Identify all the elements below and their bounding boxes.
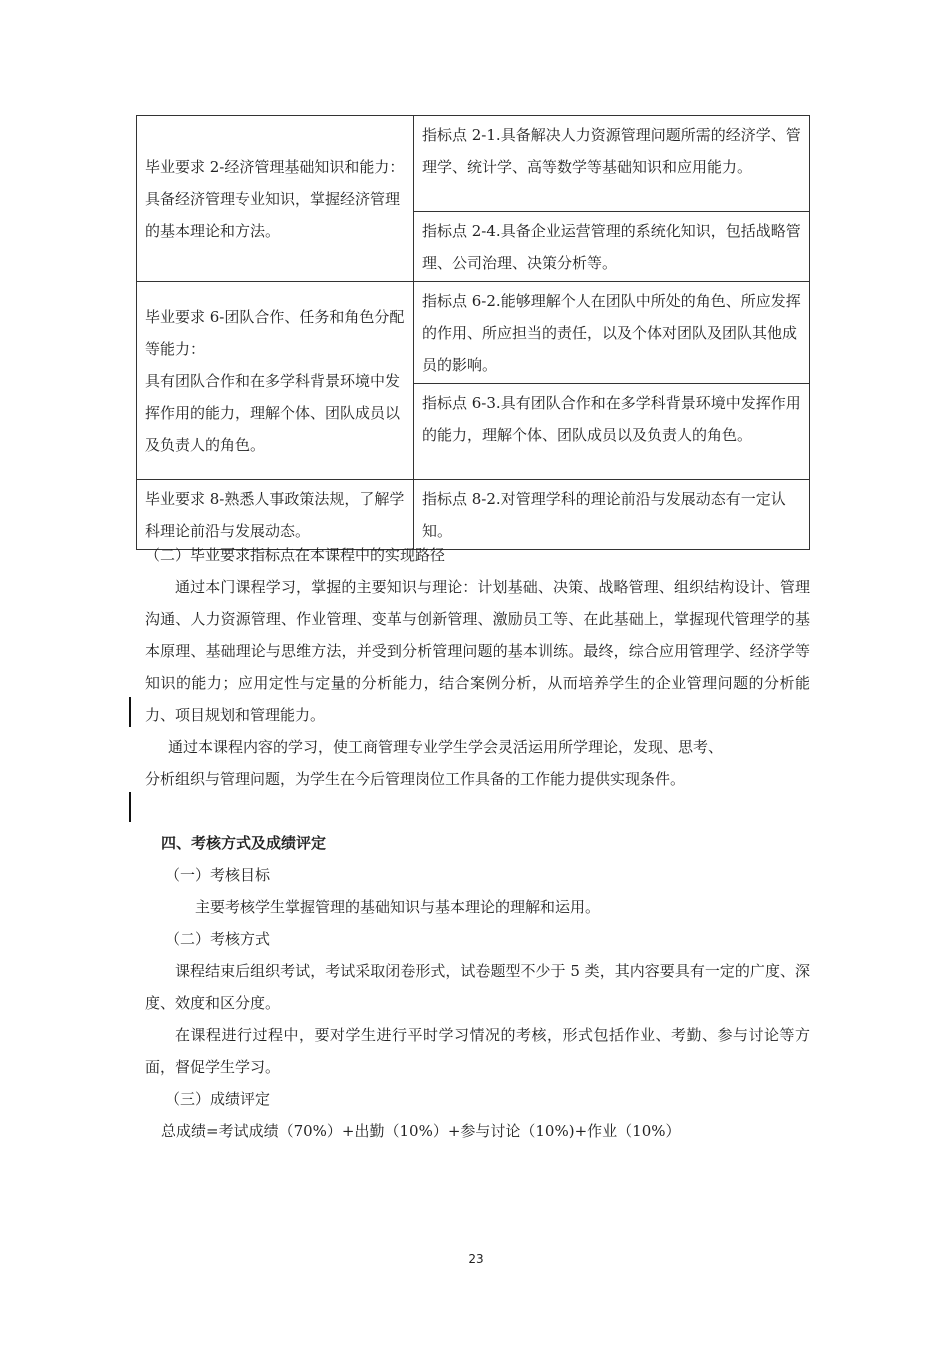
requirement-6-title: 毕业要求 6-团队合作、任务和角色分配等能力：: [145, 307, 405, 358]
section-2-paragraph-2-line-2: 分析组织与管理问题，为学生在今后管理岗位工作具备的工作能力提供实现条件。: [145, 770, 686, 788]
subsection-2-title: （二）考核方式: [165, 930, 271, 948]
requirement-6-cell: [137, 282, 414, 480]
subsection-1-text: 主要考核学生掌握管理的基础知识与基本理论的理解和运用。: [195, 898, 601, 916]
indicator-2-4-cell: 指标点 2-4.具备企业运营管理的系统化知识，包括战略管理、公司治理、决策分析等。: [414, 212, 810, 282]
page-number: 23: [468, 1252, 484, 1266]
section-4-heading: 四、考核方式及成绩评定: [161, 834, 327, 852]
requirement-6-text: 具有团队合作和在多学科背景环境中发挥作用的能力，理解个体、团队成员以及负责人的角色。: [145, 371, 401, 454]
indicator-6-3-cell: 指标点 6-3.具有团队合作和在多学科背景环境中发挥作用的能力，理解个体、团队成员以及负责人的角色。: [414, 384, 810, 480]
section-2-paragraph-2-line-1: 通过本课程内容的学习，使工商管理专业学生学会灵活运用所学理论，发现、思考、: [168, 738, 724, 756]
grade-formula: 总成绩=考试成绩（70%）+出勤（10%）+参与讨论（10%)+作业（10%）: [161, 1122, 681, 1140]
section-2-title: （二）毕业要求指标点在本课程中的实现路径: [145, 546, 446, 564]
requirement-2-cell: 毕业要求 2-经济管理基础知识和能力：具备经济管理专业知识，掌握经济管理的基本理论和方法。: [137, 116, 414, 282]
text-cursor-mark: [129, 792, 131, 822]
subsection-3-title: （三）成绩评定: [165, 1090, 271, 1108]
subsection-2-paragraph-1: 课程结束后组织考试，考试采取闭卷形式，试卷题型不少于 5 类，其内容要具有一定的广度、深度、效度和区分度。: [145, 962, 810, 1012]
indicator-6-2-cell: 指标点 6-2.能够理解个人在团队中所处的角色、所应发挥的作用、所应担当的责任，以及个体对团队及团队其他成员的影响。: [414, 282, 810, 384]
indicator-8-2-cell: 指标点 8-2.对管理学科的理论前沿与发展动态有一定认知。: [414, 480, 810, 550]
section-2-paragraph-1: 通过本门课程学习，掌握的主要知识与理论：计划基础、决策、战略管理、组织结构设计、管理沟通、人力资源管理、作业管理、变革与创新管理、激励员工等、在此基础上，掌握现代管理学的基本原理、基础理论与思维方法，并受到分析管理问题的基本训练。最终，综合应用管理学、经济学等知识的能力；应用定性与定量的分析能力，结合案例分析，从而培养学生的企业管理问题的分析能力、项目规划和管理能力。: [145, 578, 810, 724]
subsection-2-paragraph-2: 在课程进行过程中，要对学生进行平时学习情况的考核，形式包括作业、考勤、参与讨论等方面，督促学生学习。: [145, 1026, 810, 1076]
indicator-2-1-cell: 指标点 2-1.具备解决人力资源管理问题所需的经济学、管理学、统计学、高等数学等基础知识和应用能力。: [414, 116, 810, 212]
text-cursor-mark: [129, 697, 131, 727]
subsection-1-title: （一）考核目标: [165, 866, 271, 884]
graduation-requirements-table: [136, 115, 810, 550]
requirement-8-cell: 毕业要求 8-熟悉人事政策法规，了解学科理论前沿与发展动态。: [137, 480, 414, 550]
